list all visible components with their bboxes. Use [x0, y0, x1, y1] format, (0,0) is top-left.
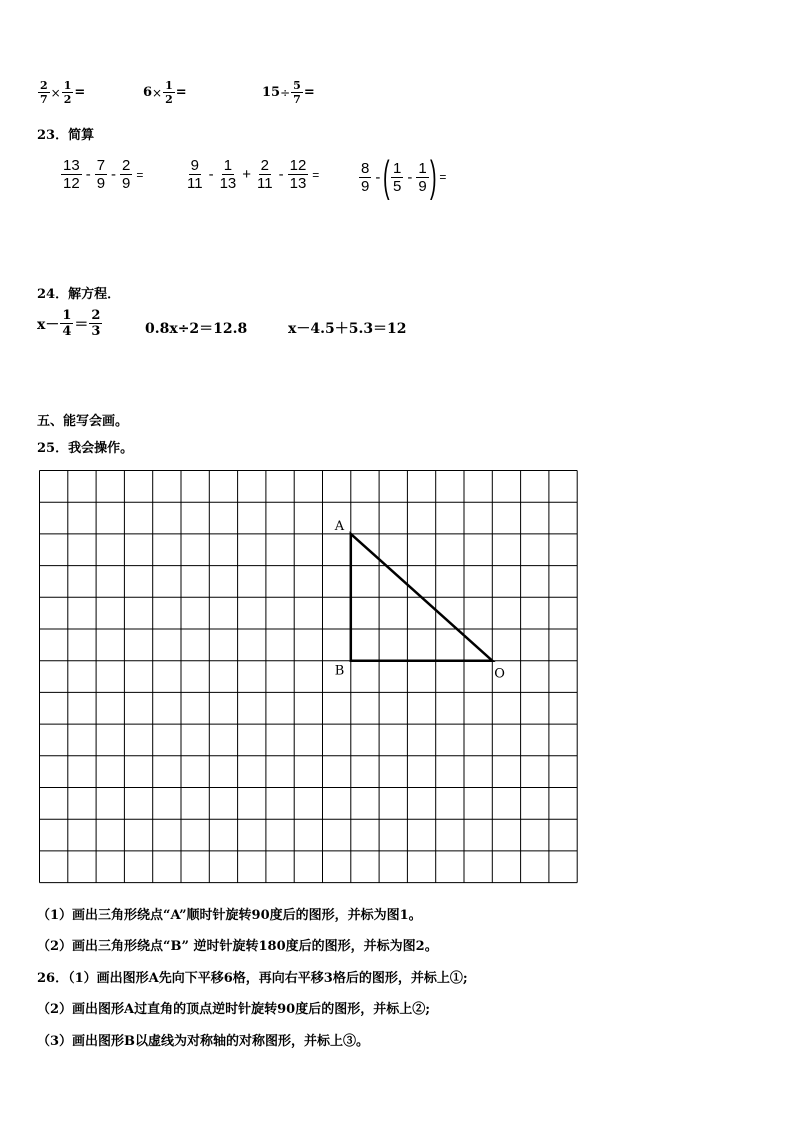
- fraction: $\frac{13}{12}$: [63, 157, 80, 192]
- fraction: $\frac{2}{9}$: [122, 157, 131, 192]
- q26-line-3: （3）画出图形B以虚线为对称轴的对称图形，并标上③。: [37, 1034, 370, 1049]
- q25-task-1: （1）画出三角形绕点“A”顺时针旋转90度后的图形，并标为图1。: [37, 908, 422, 923]
- fraction: $\frac{2}{7}$: [40, 79, 48, 106]
- fraction: $\frac{12}{13}$: [289, 157, 307, 192]
- equation-1: x－ $\frac{1}{4}$ ＝ $\frac{2}{3}$: [37, 308, 101, 339]
- question-25-title: 25．我会操作。: [37, 441, 134, 456]
- fraction: $\frac{1}{2}$: [63, 79, 72, 106]
- section-5-heading: 五、能写会画。: [37, 414, 129, 429]
- simplify-expr-2: $\frac{9}{11}$ - $\frac{1}{13}$ + $\frac{2}{11}$ - $\frac{12}{13}$ =: [187, 157, 320, 192]
- calc-expr-1: $\frac{2}{7}$ × $\frac{1}{2}$ =: [40, 79, 86, 106]
- fraction: $\frac{1}{13}$: [219, 157, 237, 192]
- fraction: $\frac{7}{9}$: [96, 157, 106, 192]
- fraction: $\frac{8}{9}$: [361, 159, 370, 195]
- q25-task-2: （2）画出三角形绕点“B” 逆时针旋转180度后的图形，并标为图2。: [37, 939, 438, 954]
- fraction: $\frac{1}{5}$: [393, 159, 402, 195]
- right-parenthesis: ): [429, 152, 437, 201]
- vertex-label-A: A: [334, 518, 345, 534]
- equation-2: 0.8x÷2＝12.8: [145, 321, 248, 337]
- calc-expr-2: 6 × $\frac{1}{2}$ =: [143, 79, 187, 106]
- fraction: $\frac{1}{4}$: [62, 308, 72, 339]
- vertex-label-O: O: [494, 666, 505, 682]
- calc-expr-3: 15 ÷ $\frac{5}{7}$ =: [262, 79, 315, 106]
- q26-line-1: 26．（1）画出图形A先向下平移6格，再向右平移3格后的图形，并标上①;: [37, 971, 468, 986]
- left-parenthesis: (: [383, 152, 390, 201]
- fraction: $\frac{1}{2}$: [165, 79, 173, 106]
- question-23-title: 23．简算: [37, 128, 95, 143]
- fraction: $\frac{5}{7}$: [293, 79, 301, 106]
- question-24-title: 24．解方程．: [37, 287, 121, 302]
- fraction: $\frac{1}{9}$: [418, 159, 427, 195]
- q26-line-2: （2）画出图形A过直角的顶点逆时针旋转90度后的图形，并标上②;: [37, 1002, 431, 1017]
- fraction: $\frac{9}{11}$: [187, 157, 203, 192]
- simplify-expr-3: $\frac{8}{9}$ - ( $\frac{1}{5}$ - $\frac{1}{9}$ ) =: [361, 152, 447, 201]
- equation-3: x－4.5＋5.3＝12: [288, 321, 407, 337]
- grid-figure: [38, 469, 582, 889]
- fraction: $\frac{2}{11}$: [257, 157, 273, 192]
- fraction: $\frac{2}{3}$: [91, 308, 101, 339]
- simplify-expr-1: $\frac{13}{12}$ - $\frac{7}{9}$ - $\frac{2}{9}$ =: [63, 157, 144, 192]
- vertex-label-B: B: [334, 663, 345, 679]
